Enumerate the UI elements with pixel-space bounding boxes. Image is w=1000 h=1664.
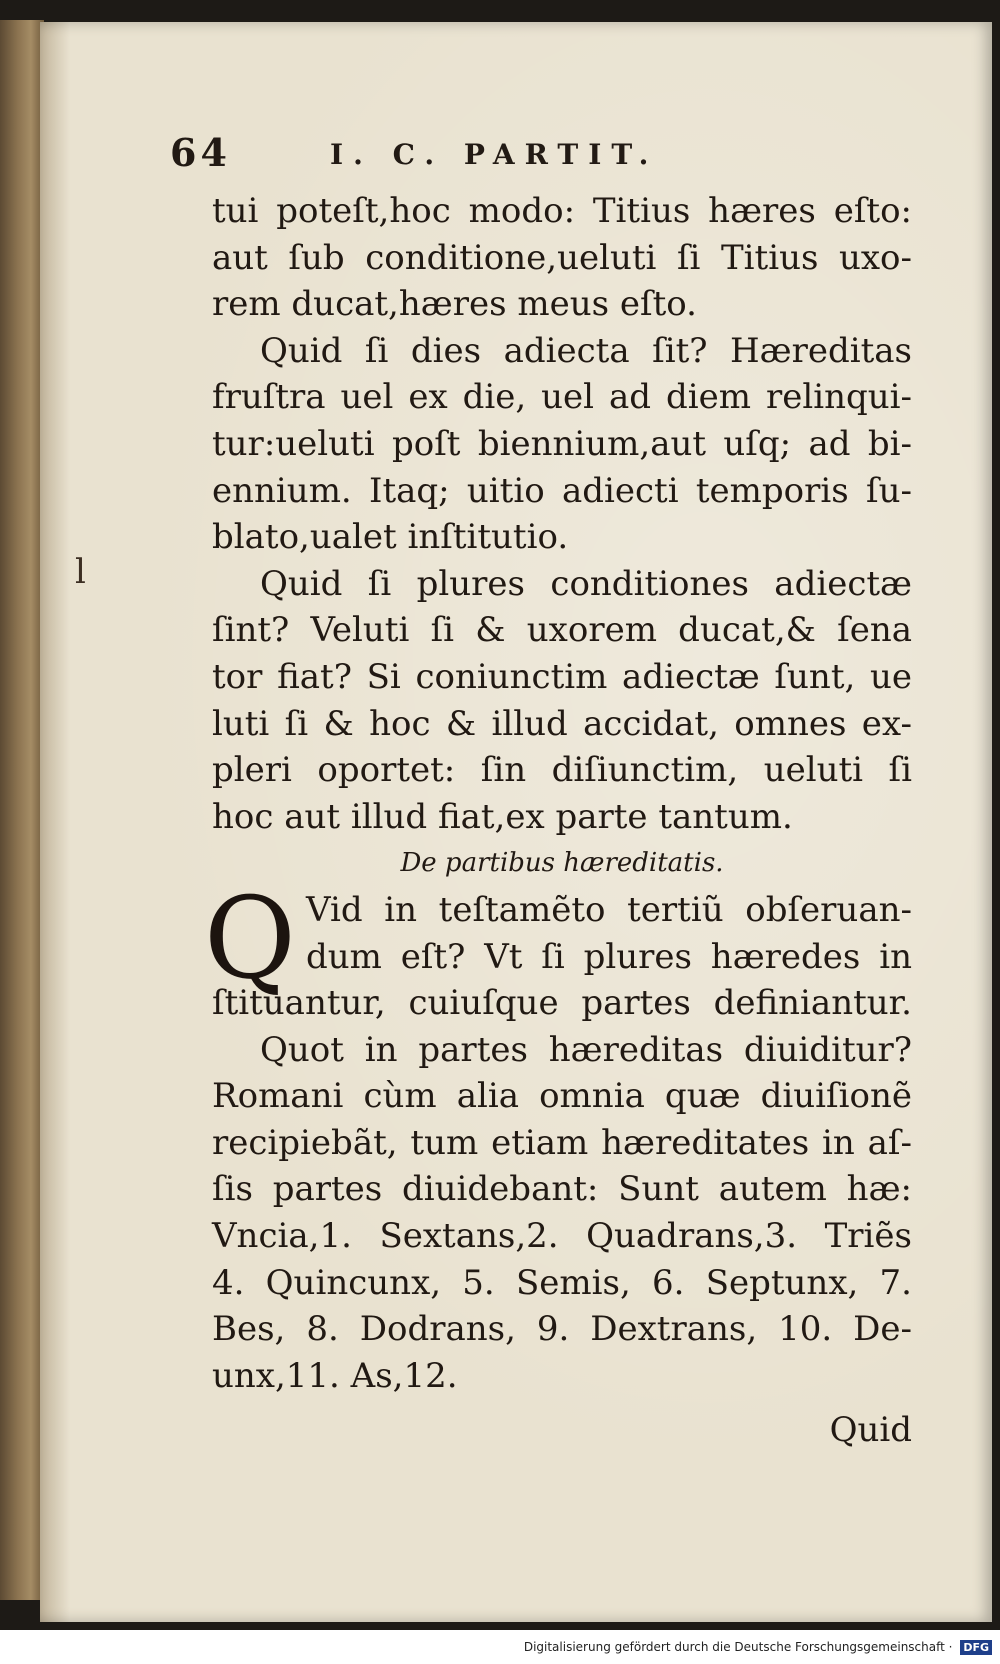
book-edge: [0, 20, 44, 1600]
text-line: pleri oportet: ſin diſiunctim, ueluti ſi: [212, 750, 912, 791]
text-line: hoc aut illud fiat,ex parte tantum.: [212, 796, 793, 837]
catchword: Quid: [829, 1410, 912, 1451]
text-line: luti ſi & hoc & illud accidat, omnes ex-: [212, 703, 912, 744]
section-heading: De partibus hæreditatis.: [400, 848, 724, 879]
text-line: Vncia,1. Sextans,2. Quadrans,3. Triẽs: [212, 1216, 912, 1257]
text-line: Quot in partes hæreditas diuiditur?: [260, 1029, 912, 1070]
text-line: tor fiat? Si coniunctim adiectæ ſunt, ue: [212, 656, 912, 697]
text-line: Bes, 8. Dodrans, 9. Dextrans, 10. De-: [212, 1309, 912, 1350]
text-line: dum eſt? Vt ſi plures hæredes in: [306, 936, 912, 977]
section-body: [204, 873, 912, 1400]
text-line: ennium. Itaq; uitio adiecti temporis ſu-: [212, 470, 912, 511]
text-line: aut ſub conditione,ueluti ſi Titius uxo-: [212, 237, 912, 278]
margin-mark: l: [75, 552, 86, 592]
text-line: ſtituantur, cuiuſque partes definiantur.: [212, 983, 912, 1024]
text-block: [204, 188, 912, 1454]
text-line: tui poteſt,hoc modo: Titius hæres eſto:: [212, 191, 912, 231]
text-line: tur:ueluti poſt biennium,aut uſq; ad bi-: [212, 423, 912, 464]
drop-cap: Q: [204, 873, 296, 1004]
text-line: Romani cùm alia omnia quæ diuiſionẽ: [212, 1076, 912, 1117]
running-title: I. C. PARTIT.: [330, 138, 659, 171]
text-line: blato,ualet inſtitutio.: [212, 517, 569, 558]
text-line: Quid ſi dies adiecta ſit? Hæreditas: [260, 330, 912, 371]
text-line: unx,11. As,12.: [212, 1355, 458, 1396]
credit-text: Digitalisierung gefördert durch die Deutsche Forschungsgemeinschaft: [523, 1640, 945, 1654]
text-line: 4. Quincunx, 5. Semis, 6. Septunx, 7.: [212, 1262, 912, 1303]
digitization-credit: Digitalisierung gefördert durch die Deutsche Forschungsgemeinschaft · DFG: [0, 1640, 992, 1655]
text-line: ſis partes diuidebant: Sunt autem hæ:: [212, 1169, 912, 1210]
page-number: 64: [170, 130, 231, 175]
text-line: ſint? Veluti ſi & uxorem ducat,& ſena: [212, 610, 912, 651]
text-line: fruſtra uel ex die, uel ad diem relinqui-: [212, 377, 912, 418]
text-line: recipiebãt, tum etiam hæreditates in aſ-: [212, 1122, 912, 1163]
text-line: Vid in teſtamẽto tertiũ obſeruan-: [306, 889, 912, 930]
text-line: rem ducat,hæres meus eſto.: [212, 284, 697, 325]
running-head: [170, 130, 770, 175]
text-line: Quid ſi plures conditiones adiectæ: [260, 563, 912, 604]
dfg-logo: DFG: [960, 1640, 992, 1655]
